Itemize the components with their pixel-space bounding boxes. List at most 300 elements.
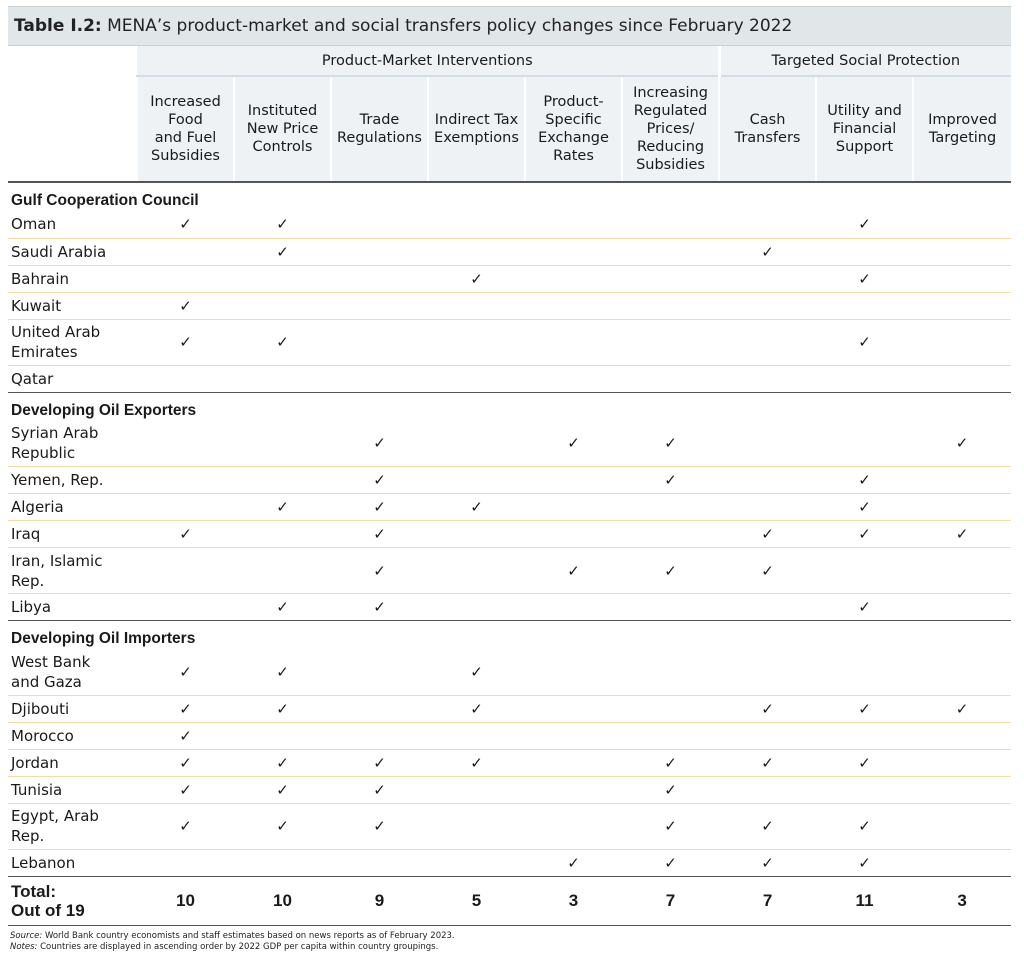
column-header-line: Controls: [252, 139, 313, 155]
column-header: [234, 76, 331, 182]
column-header-line: Exemptions: [434, 130, 519, 146]
total-row: [8, 876, 1011, 925]
empty-cell: [622, 211, 719, 238]
check-mark-icon: ✓: [234, 319, 331, 365]
check-mark-icon: ✓: [137, 722, 234, 749]
empty-cell: [331, 649, 428, 695]
table-body: [8, 182, 1011, 925]
empty-cell: [913, 776, 1011, 803]
empty-cell: [428, 319, 525, 365]
column-header-line: Support: [835, 139, 894, 155]
check-mark-icon: ✓: [234, 494, 331, 521]
check-mark-icon: ✓: [622, 548, 719, 594]
country-name-line: Yemen, Rep.: [11, 471, 104, 489]
check-mark-icon: ✓: [525, 548, 622, 594]
empty-cell: [234, 521, 331, 548]
notes-note: [10, 942, 1011, 953]
column-header-line: Increasing: [633, 85, 708, 101]
table-row: [8, 695, 1011, 722]
table-row: [8, 421, 1011, 467]
notes-label: Notes:: [10, 941, 38, 952]
empty-cell: [913, 548, 1011, 594]
empty-cell: [816, 722, 913, 749]
country-name-line: Jordan: [11, 753, 59, 772]
empty-cell: [913, 849, 1011, 876]
policy-table: [8, 46, 1011, 926]
check-mark-icon: ✓: [428, 695, 525, 722]
check-mark-icon: ✓: [719, 548, 816, 594]
total-value: 3: [913, 876, 1011, 925]
empty-cell: [428, 365, 525, 392]
empty-cell: [622, 265, 719, 292]
empty-cell: [816, 421, 913, 467]
check-mark-icon: ✓: [525, 421, 622, 467]
check-mark-icon: ✓: [719, 749, 816, 776]
table-row: [8, 521, 1011, 548]
country-name-line: Rep.: [11, 827, 45, 845]
country-name: [8, 265, 137, 292]
check-mark-icon: ✓: [234, 211, 331, 238]
total-value: 5: [428, 876, 525, 925]
empty-cell: [622, 521, 719, 548]
empty-cell: [622, 594, 719, 621]
column-header-line: Regulated: [633, 103, 708, 119]
check-mark-icon: ✓: [331, 803, 428, 849]
check-mark-icon: ✓: [234, 649, 331, 695]
check-mark-icon: ✓: [816, 467, 913, 494]
empty-cell: [234, 365, 331, 392]
empty-cell: [719, 467, 816, 494]
empty-cell: [428, 594, 525, 621]
column-header: [913, 76, 1011, 182]
empty-cell: [622, 292, 719, 319]
check-mark-icon: ✓: [816, 803, 913, 849]
empty-cell: [913, 749, 1011, 776]
check-mark-icon: ✓: [234, 695, 331, 722]
check-mark-icon: ✓: [137, 649, 234, 695]
country-name: [8, 776, 137, 803]
table-row: [8, 494, 1011, 521]
empty-cell: [525, 521, 622, 548]
empty-cell: [816, 649, 913, 695]
table-row: [8, 649, 1011, 695]
empty-cell: [719, 594, 816, 621]
empty-cell: [331, 319, 428, 365]
column-header: [137, 76, 234, 182]
check-mark-icon: ✓: [234, 776, 331, 803]
country-name-line: Qatar: [11, 369, 54, 388]
empty-cell: [816, 365, 913, 392]
empty-cell: [428, 849, 525, 876]
empty-cell: [331, 238, 428, 265]
empty-cell: [719, 494, 816, 521]
country-name-line: Egypt, Arab: [11, 807, 99, 825]
country-name: [8, 365, 137, 392]
column-header-line: Subsidies: [151, 148, 220, 164]
column-header: [816, 76, 913, 182]
country-name-line: United Arab: [11, 323, 101, 341]
empty-cell: [816, 238, 913, 265]
total-value: 10: [234, 876, 331, 925]
check-mark-icon: ✓: [525, 849, 622, 876]
check-mark-icon: ✓: [234, 594, 331, 621]
column-header: [331, 76, 428, 182]
country-name: [8, 521, 137, 548]
table-notes: [8, 931, 1011, 953]
section-title: Developing Oil Exporters: [11, 401, 197, 419]
empty-cell: [234, 548, 331, 594]
empty-cell: [137, 548, 234, 594]
check-mark-icon: ✓: [719, 849, 816, 876]
country-name-line: Kuwait: [11, 296, 62, 315]
country-name-line: and Gaza: [11, 672, 82, 691]
empty-cell: [428, 421, 525, 467]
check-mark-icon: ✓: [331, 467, 428, 494]
empty-cell: [622, 238, 719, 265]
country-name: [8, 722, 137, 749]
table-row: [8, 365, 1011, 392]
column-header-line: and Fuel: [154, 130, 217, 146]
check-mark-icon: ✓: [331, 548, 428, 594]
empty-cell: [234, 722, 331, 749]
empty-cell: [428, 803, 525, 849]
country-name: [8, 695, 137, 722]
check-mark-icon: ✓: [331, 421, 428, 467]
empty-cell: [525, 695, 622, 722]
column-header-line: Product-: [543, 94, 604, 110]
group-header-row: [8, 46, 1011, 76]
empty-cell: [331, 265, 428, 292]
empty-cell: [719, 421, 816, 467]
total-value: 11: [816, 876, 913, 925]
country-name: [8, 467, 137, 494]
table-row: [8, 238, 1011, 265]
column-header-line: Rates: [553, 148, 594, 164]
empty-cell: [622, 494, 719, 521]
check-mark-icon: ✓: [816, 594, 913, 621]
empty-cell: [913, 467, 1011, 494]
check-mark-icon: ✓: [622, 849, 719, 876]
empty-cell: [428, 722, 525, 749]
empty-cell: [137, 365, 234, 392]
check-mark-icon: ✓: [913, 421, 1011, 467]
country-name-line: West Bank: [11, 652, 91, 671]
empty-cell: [719, 365, 816, 392]
column-header-line: Reducing: [636, 139, 705, 155]
check-mark-icon: ✓: [137, 776, 234, 803]
check-mark-icon: ✓: [816, 265, 913, 292]
column-header-row: [8, 76, 1011, 182]
empty-cell: [331, 695, 428, 722]
column-header-line: Prices/: [646, 121, 695, 137]
check-mark-icon: ✓: [331, 594, 428, 621]
country-name-line: Djibouti: [11, 699, 70, 718]
table-row: [8, 849, 1011, 876]
source-note: [10, 931, 1011, 942]
total-value: 7: [622, 876, 719, 925]
empty-cell: [719, 722, 816, 749]
empty-cell: [137, 849, 234, 876]
section-header-row: [8, 182, 1011, 211]
country-name: [8, 548, 137, 594]
check-mark-icon: ✓: [428, 749, 525, 776]
country-name: [8, 803, 137, 849]
check-mark-icon: ✓: [622, 803, 719, 849]
column-header-line: Trade: [359, 112, 400, 128]
empty-cell: [137, 265, 234, 292]
group-social-protection: Targeted Social Protection: [719, 46, 1011, 76]
table-row: [8, 211, 1011, 238]
country-name-line: Bahrain: [11, 269, 70, 288]
table-number: Table I.2:: [14, 16, 102, 36]
empty-cell: [913, 803, 1011, 849]
total-value: 9: [331, 876, 428, 925]
empty-cell: [525, 649, 622, 695]
column-header-line: Regulations: [337, 130, 422, 146]
check-mark-icon: ✓: [816, 494, 913, 521]
empty-cell: [234, 421, 331, 467]
table-row: [8, 292, 1011, 319]
empty-cell: [428, 292, 525, 319]
section-header-row: [8, 621, 1011, 650]
total-value: 10: [137, 876, 234, 925]
check-mark-icon: ✓: [816, 695, 913, 722]
column-header: [719, 76, 816, 182]
country-name: [8, 319, 137, 365]
source-label: Source:: [10, 930, 43, 941]
check-mark-icon: ✓: [719, 695, 816, 722]
country-name-line: Tunisia: [11, 780, 63, 799]
empty-cell: [428, 467, 525, 494]
check-mark-icon: ✓: [913, 695, 1011, 722]
total-value: 3: [525, 876, 622, 925]
empty-cell: [137, 467, 234, 494]
check-mark-icon: ✓: [137, 803, 234, 849]
column-header-line: Transfers: [734, 130, 801, 146]
section-title: Developing Oil Importers: [11, 630, 196, 647]
country-name-line: Morocco: [11, 726, 74, 745]
empty-cell: [913, 649, 1011, 695]
empty-cell: [525, 722, 622, 749]
country-name-line: Iraq: [11, 525, 41, 543]
empty-cell: [428, 211, 525, 238]
empty-cell: [622, 695, 719, 722]
empty-cell: [331, 211, 428, 238]
table-row: [8, 722, 1011, 749]
empty-cell: [525, 467, 622, 494]
country-name-line: Algeria: [11, 498, 64, 516]
source-text: World Bank country economists and staff estimates based on news reports as of February 2023.: [42, 930, 455, 941]
empty-cell: [622, 722, 719, 749]
empty-cell: [913, 594, 1011, 621]
empty-cell: [816, 292, 913, 319]
empty-cell: [622, 319, 719, 365]
empty-cell: [719, 292, 816, 319]
empty-cell: [913, 211, 1011, 238]
check-mark-icon: ✓: [234, 803, 331, 849]
check-mark-icon: ✓: [331, 749, 428, 776]
empty-cell: [622, 649, 719, 695]
empty-cell: [137, 494, 234, 521]
empty-cell: [234, 265, 331, 292]
country-name-line: Rep.: [11, 571, 45, 590]
check-mark-icon: ✓: [331, 521, 428, 548]
header-blank-cell: [8, 76, 137, 182]
column-header-line: Targeting: [928, 130, 997, 146]
country-name-line: Oman: [11, 215, 57, 234]
empty-cell: [913, 238, 1011, 265]
table-row: [8, 265, 1011, 292]
section-title: Gulf Cooperation Council: [11, 192, 199, 209]
empty-cell: [525, 749, 622, 776]
empty-cell: [428, 238, 525, 265]
check-mark-icon: ✓: [622, 776, 719, 803]
empty-cell: [719, 265, 816, 292]
empty-cell: [816, 776, 913, 803]
check-mark-icon: ✓: [428, 494, 525, 521]
empty-cell: [428, 521, 525, 548]
country-name: [8, 238, 137, 265]
country-name: [8, 749, 137, 776]
country-name: [8, 649, 137, 695]
empty-cell: [525, 211, 622, 238]
total-label-line: Out of 19: [11, 900, 85, 920]
check-mark-icon: ✓: [137, 749, 234, 776]
country-name-line: Saudi Arabia: [11, 242, 107, 261]
empty-cell: [525, 594, 622, 621]
check-mark-icon: ✓: [816, 521, 913, 548]
check-mark-icon: ✓: [234, 749, 331, 776]
empty-cell: [719, 211, 816, 238]
empty-cell: [913, 265, 1011, 292]
empty-cell: [525, 776, 622, 803]
check-mark-icon: ✓: [428, 265, 525, 292]
country-name: [8, 211, 137, 238]
column-header-line: Exchange: [538, 130, 609, 146]
check-mark-icon: ✓: [816, 211, 913, 238]
empty-cell: [428, 548, 525, 594]
header-blank-cell: [8, 46, 137, 76]
check-mark-icon: ✓: [719, 521, 816, 548]
check-mark-icon: ✓: [428, 649, 525, 695]
table-row: [8, 594, 1011, 621]
check-mark-icon: ✓: [331, 494, 428, 521]
empty-cell: [331, 292, 428, 319]
country-name-line: Emirates: [11, 343, 78, 361]
empty-cell: [622, 365, 719, 392]
column-header-line: Cash: [749, 112, 786, 128]
check-mark-icon: ✓: [719, 238, 816, 265]
table-row: [8, 803, 1011, 849]
check-mark-icon: ✓: [137, 521, 234, 548]
check-mark-icon: ✓: [816, 319, 913, 365]
group-product-market: Product-Market Interventions: [137, 46, 719, 76]
country-name-line: Iran, Islamic: [11, 551, 103, 570]
empty-cell: [913, 319, 1011, 365]
total-label: [8, 876, 137, 925]
empty-cell: [719, 776, 816, 803]
empty-cell: [137, 594, 234, 621]
total-label-line: Total:: [11, 881, 57, 901]
column-header-line: Indirect Tax: [434, 112, 519, 128]
country-name: [8, 494, 137, 521]
empty-cell: [331, 849, 428, 876]
empty-cell: [525, 319, 622, 365]
section-header-row: [8, 392, 1011, 421]
empty-cell: [525, 803, 622, 849]
table-row: [8, 548, 1011, 594]
check-mark-icon: ✓: [622, 421, 719, 467]
empty-cell: [331, 722, 428, 749]
country-name-line: Republic: [11, 444, 76, 463]
check-mark-icon: ✓: [622, 749, 719, 776]
empty-cell: [913, 494, 1011, 521]
check-mark-icon: ✓: [137, 319, 234, 365]
empty-cell: [913, 292, 1011, 319]
empty-cell: [234, 292, 331, 319]
empty-cell: [331, 365, 428, 392]
empty-cell: [137, 421, 234, 467]
country-name: [8, 594, 137, 621]
policy-table-figure: [8, 6, 1011, 953]
empty-cell: [525, 238, 622, 265]
table-row: [8, 749, 1011, 776]
country-name-line: Syrian Arab: [11, 424, 99, 443]
column-header-line: Subsidies: [636, 157, 705, 173]
check-mark-icon: ✓: [816, 749, 913, 776]
column-header-line: Financial: [832, 121, 897, 137]
empty-cell: [525, 265, 622, 292]
country-name: [8, 421, 137, 467]
check-mark-icon: ✓: [137, 292, 234, 319]
check-mark-icon: ✓: [622, 467, 719, 494]
check-mark-icon: ✓: [816, 849, 913, 876]
country-name: [8, 292, 137, 319]
empty-cell: [913, 365, 1011, 392]
country-name-line: Libya: [11, 598, 52, 616]
country-name: [8, 849, 137, 876]
table-title: [8, 6, 1011, 46]
country-name-line: Lebanon: [11, 853, 76, 872]
column-header-line: Utility and: [827, 103, 902, 119]
check-mark-icon: ✓: [234, 238, 331, 265]
check-mark-icon: ✓: [913, 521, 1011, 548]
check-mark-icon: ✓: [137, 211, 234, 238]
notes-text: Countries are displayed in ascending order by 2022 GDP per capita within country groupings.: [37, 941, 439, 952]
column-header: [428, 76, 525, 182]
column-header-line: Specific: [545, 112, 602, 128]
empty-cell: [234, 849, 331, 876]
column-header-line: New Price: [246, 121, 319, 137]
table-title-text: MENA’s product-market and social transfers policy changes since February 2022: [107, 16, 793, 36]
empty-cell: [234, 467, 331, 494]
empty-cell: [719, 649, 816, 695]
empty-cell: [137, 238, 234, 265]
column-header-line: Increased: [150, 94, 221, 110]
table-row: [8, 776, 1011, 803]
column-header: [622, 76, 719, 182]
table-row: [8, 467, 1011, 494]
column-header-line: Food: [168, 112, 203, 128]
column-header: [525, 76, 622, 182]
check-mark-icon: ✓: [331, 776, 428, 803]
check-mark-icon: ✓: [719, 803, 816, 849]
empty-cell: [428, 776, 525, 803]
empty-cell: [525, 494, 622, 521]
table-row: [8, 319, 1011, 365]
total-value: 7: [719, 876, 816, 925]
empty-cell: [525, 292, 622, 319]
